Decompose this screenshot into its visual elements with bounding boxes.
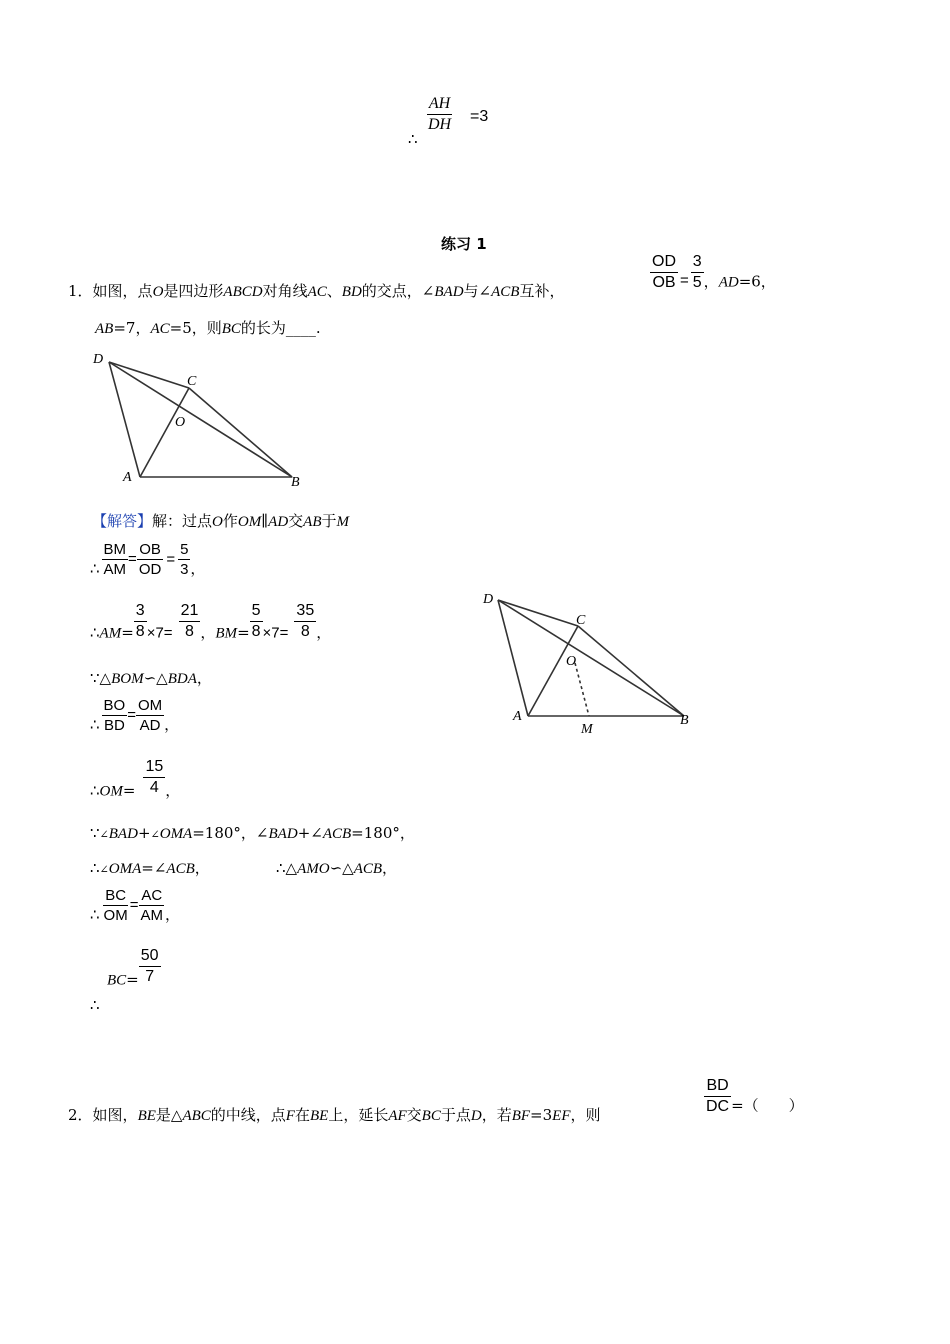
figure-1-quadrilateral — [85, 345, 325, 495]
label-A: A — [123, 470, 132, 485]
segment-DB — [498, 600, 684, 716]
solution-step-9-therefore: ∴ — [90, 996, 100, 1014]
segment-DC — [498, 600, 578, 626]
solution-step-7: ∴∠OMA=∠ACB， — [90, 859, 210, 877]
therefore-symbol: ∴ — [408, 130, 418, 148]
question-1-line-2: AB=7，AC=5，则BC的长为____. — [95, 319, 321, 337]
figure-2-with-M — [478, 586, 708, 746]
solution-step-5: ∴OM= $\frac{15}{4}$ ， — [90, 758, 181, 800]
solution-step-4: ∴ $\frac{BO}{BD}$ = $\frac{OM}{AD}$ ， — [90, 697, 180, 734]
label-O: O — [175, 415, 186, 430]
segment-CB — [189, 388, 292, 477]
label-M: M — [581, 722, 593, 737]
solution-tag: 【解答】 — [92, 512, 153, 530]
solution-step-8: ∴ $\frac{BC}{OM}$ = $\frac{AC}{AM}$ ， — [90, 887, 180, 924]
section-title: 练习 1 — [441, 235, 487, 253]
label-B: B — [291, 475, 300, 490]
top-equals: =3 — [470, 108, 489, 125]
solution-step-6: ∵∠BAD+∠OMA=180°，∠BAD+∠ACB=180°， — [90, 824, 415, 842]
od-ob-fraction: $\frac{OD}{OB}$ — [652, 253, 676, 291]
label-O: O — [566, 654, 577, 669]
solution-step-9: BC= $\frac{50}{7}$ — [107, 947, 159, 989]
solution-heading: 【解答】解：过点O作OM∥AD交AB于M — [92, 512, 350, 530]
question-2-fraction: $\frac{BD}{DC}$ =（ ） — [706, 1077, 804, 1115]
three-fifths-fraction: $\frac{3}{5}$ — [692, 253, 702, 291]
segment-DB — [109, 362, 292, 477]
label-C: C — [187, 374, 197, 389]
label-D: D — [93, 352, 104, 367]
segment-DA — [498, 600, 528, 716]
segment-AC — [528, 626, 578, 716]
question-1-line-1: 1．如图，点O是四边形ABCD对角线AC、BD的交点，∠BAD与∠ACB互补， — [68, 282, 565, 300]
label-B: B — [680, 713, 689, 728]
label-D: D — [483, 592, 494, 607]
solution-step-3: ∵△BOM∽△BDA， — [90, 669, 212, 687]
solution-step-2: ∴AM= $\frac{3}{8}$ ×7= $\frac{21}{8}$ ，BM= $\frac{5}{8}$ ×7= $\frac{35}{8}$ ， — [90, 602, 332, 642]
segment-AC — [140, 388, 189, 477]
question-2: 2．如图，BE是△ABC的中线，点F在BE上，延长AF交BC于点D，若BF=3EF，则 — [68, 1106, 601, 1124]
solution-step-7b: ∴△AMO∽△ACB， — [276, 859, 398, 877]
question-1-ratio: $\frac{OD}{OB}$ = $\frac{3}{5}$ ，AD=6， — [652, 253, 776, 291]
ah-dh-fraction: $\frac{AH}{DH}$ — [428, 95, 452, 133]
solution-step-1: ∴ $\frac{BM}{AM}$ = $\frac{OB}{OD}$ = $\frac{5}{3}$ ， — [90, 541, 206, 578]
segment-OM-dashed — [575, 663, 589, 716]
segment-DC — [109, 362, 189, 388]
segment-CB — [578, 626, 684, 716]
label-C: C — [576, 613, 586, 628]
label-A: A — [513, 709, 522, 724]
